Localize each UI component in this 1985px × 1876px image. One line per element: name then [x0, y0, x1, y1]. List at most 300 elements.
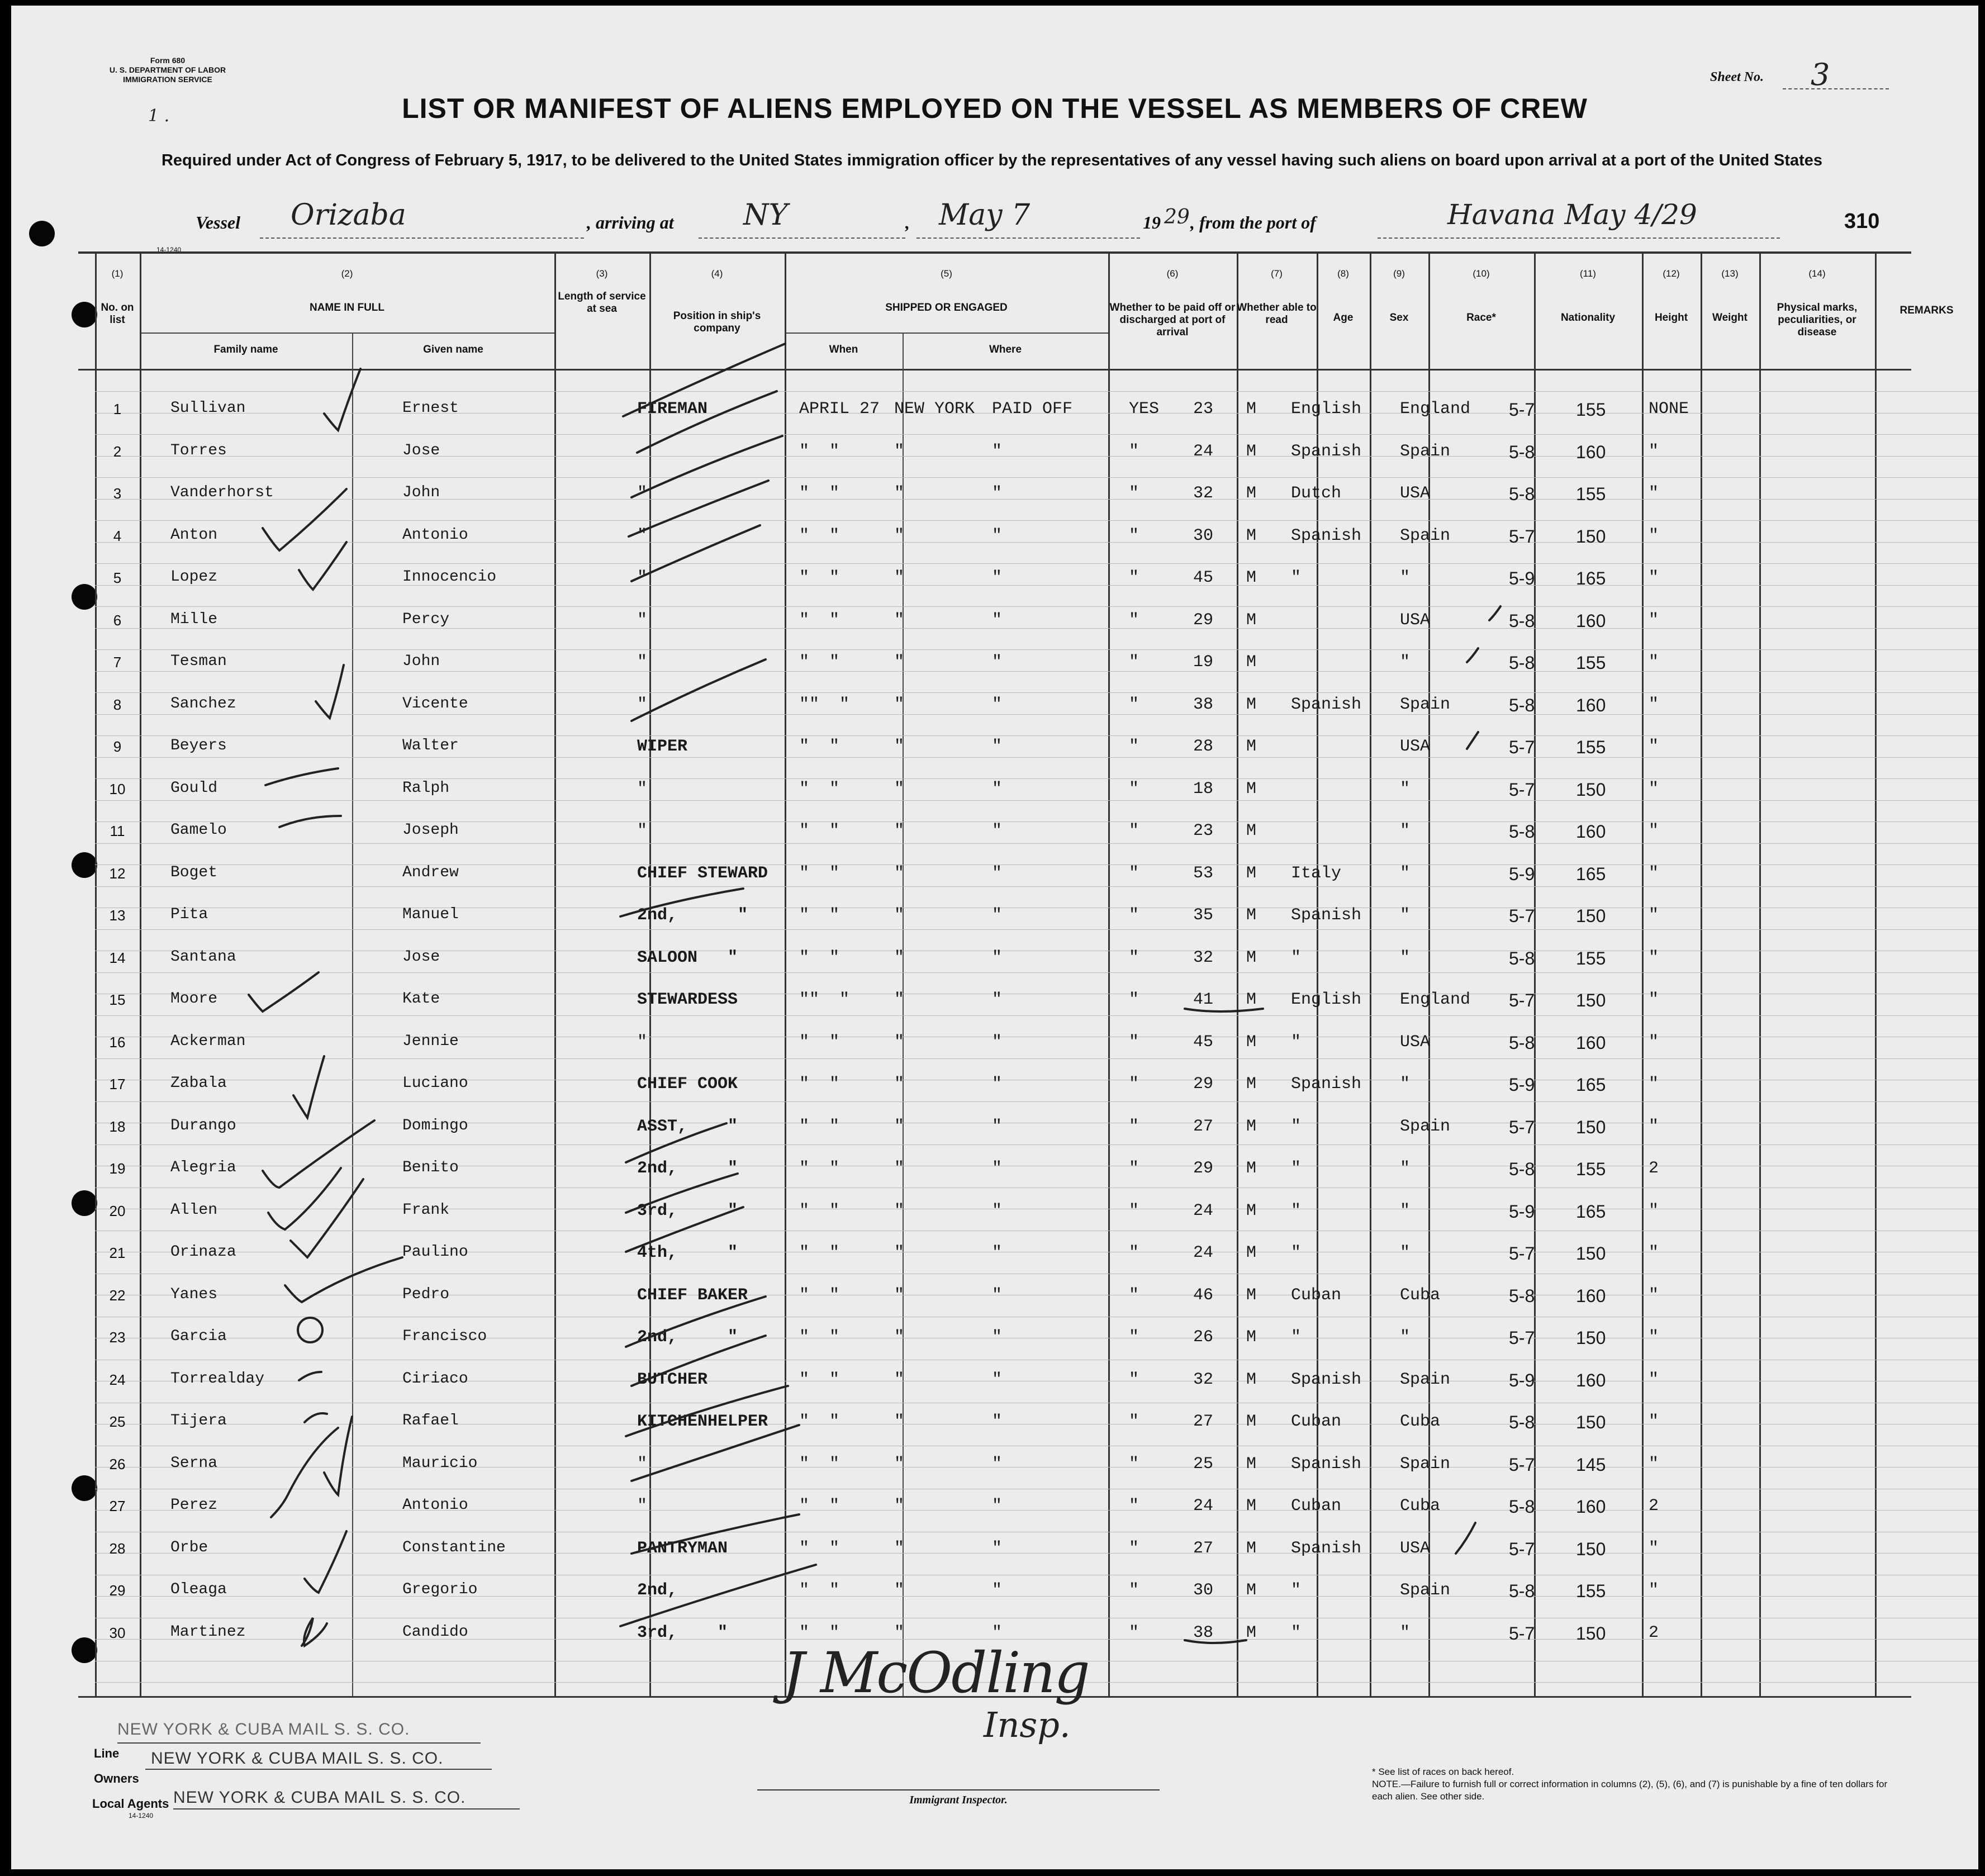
family-name: Tijera — [170, 1412, 227, 1429]
given-name: Jose — [402, 948, 440, 966]
given-name: Gregorio — [402, 1581, 478, 1598]
race: Spanish — [1291, 1538, 1362, 1558]
able-to-read: " — [1129, 1285, 1139, 1305]
paid-off-status: " — [992, 653, 1003, 672]
age: 19 — [1193, 653, 1214, 672]
position: 3rd, " — [637, 1201, 738, 1220]
check-mark — [249, 972, 319, 1011]
shipped-when: APRIL 27 — [799, 400, 880, 419]
nationality: Cuba — [1400, 1497, 1441, 1516]
line-value: NEW YORK & CUBA MAIL S. S. CO. — [117, 1720, 410, 1739]
inspector-signature: J McOdling — [782, 1640, 1089, 1706]
nationality: Spain — [1400, 526, 1451, 545]
physical-marks: " — [1649, 568, 1659, 587]
agents-label: Local Agents — [92, 1797, 169, 1811]
col6-header: Whether to be paid off or discharged at port of arrival — [1109, 302, 1236, 338]
shipped-where: " — [894, 610, 905, 630]
paid-off-status: PAID OFF — [992, 400, 1073, 419]
height: 5-7 — [1509, 1454, 1535, 1475]
paid-off-status: " — [992, 1201, 1003, 1220]
shipped-when: " " — [799, 441, 840, 461]
shipped-when: "" " — [799, 990, 850, 1009]
tick-stroke — [631, 1425, 799, 1481]
shipped-when: " " — [799, 1285, 840, 1305]
physical-marks: " — [1649, 737, 1659, 756]
height: 5-8 — [1509, 653, 1535, 673]
row-number: 30 — [109, 1624, 126, 1641]
vessel-name: Orizaba — [291, 198, 406, 232]
weight: 160 — [1576, 1370, 1606, 1390]
sex: M — [1246, 695, 1257, 714]
height: 5-8 — [1509, 821, 1535, 842]
weight: 160 — [1576, 610, 1606, 631]
age: 45 — [1193, 568, 1214, 587]
position: " — [637, 779, 648, 799]
age: 24 — [1193, 441, 1214, 461]
physical-marks: " — [1649, 990, 1659, 1009]
height: 5-7 — [1509, 779, 1535, 800]
height: 5-8 — [1509, 484, 1535, 504]
row-number: 5 — [113, 569, 122, 586]
family-name: Garcia — [170, 1328, 227, 1345]
col14-header: Physical marks, peculiarities, or disease — [1777, 302, 1858, 338]
arrival-date: May 7 — [939, 198, 1031, 232]
shipped-when: " " — [799, 526, 840, 545]
nationality: " — [1400, 1623, 1411, 1642]
physical-marks: " — [1649, 779, 1659, 799]
position: FIREMAN — [637, 400, 708, 419]
col9-number: (9) — [1393, 268, 1405, 279]
col8-number: (8) — [1337, 268, 1349, 279]
able-to-read: " — [1129, 1075, 1139, 1094]
tick-stroke — [626, 1296, 766, 1347]
paid-off-status: " — [992, 1538, 1003, 1558]
given-name: Ralph — [402, 779, 450, 797]
height: 5-8 — [1509, 1285, 1535, 1306]
sex: M — [1246, 737, 1257, 756]
agents-value: NEW YORK & CUBA MAIL S. S. CO. — [173, 1788, 466, 1807]
nationality: " — [1400, 1243, 1411, 1262]
height: 5-7 — [1509, 1623, 1535, 1644]
family-name: Vanderhorst — [170, 484, 274, 501]
height: 5-8 — [1509, 441, 1535, 462]
position: " — [637, 1032, 648, 1052]
row-number: 13 — [109, 907, 126, 924]
row-number: 2 — [113, 443, 122, 460]
owners-value: NEW YORK & CUBA MAIL S. S. CO. — [151, 1749, 444, 1768]
height: 5-7 — [1509, 526, 1535, 547]
shipped-when: " " — [799, 1328, 840, 1347]
paid-off-status: " — [992, 484, 1003, 503]
tick-stroke — [631, 1336, 766, 1386]
shipped-when: " " — [799, 1454, 840, 1474]
shipped-when: " " — [799, 1581, 840, 1600]
given-name: Rafael — [402, 1412, 459, 1429]
nationality: " — [1400, 1328, 1411, 1347]
family-name: Zabala — [170, 1075, 227, 1092]
col5-header: SHIPPED OR ENGAGED — [885, 302, 1008, 314]
check-mark — [279, 816, 341, 827]
able-to-read: " — [1129, 526, 1139, 545]
weight: 165 — [1576, 1201, 1606, 1222]
race: Spanish — [1291, 695, 1362, 714]
owners-label: Owners — [94, 1771, 139, 1785]
check-mark — [299, 542, 346, 590]
family-name: Serna — [170, 1454, 218, 1472]
sex: M — [1246, 1454, 1257, 1474]
shipped-where: NEW YORK — [894, 400, 975, 419]
sex: M — [1246, 526, 1257, 545]
shipped-when: " " — [799, 1075, 840, 1094]
nationality: " — [1400, 1159, 1411, 1178]
weight: 150 — [1576, 990, 1606, 1010]
physical-marks: " — [1649, 1117, 1659, 1136]
position: 2nd, — [637, 1581, 678, 1600]
physical-marks: " — [1649, 863, 1659, 883]
sex: M — [1246, 1497, 1257, 1516]
age: 45 — [1193, 1032, 1214, 1052]
row-number: 21 — [109, 1245, 126, 1261]
paid-off-status: " — [992, 737, 1003, 756]
paid-off-status: " — [992, 948, 1003, 967]
given-name: Percy — [402, 610, 450, 628]
nationality: Cuba — [1400, 1412, 1441, 1431]
family-name: Durango — [170, 1117, 236, 1134]
shipped-when: " " — [799, 1623, 840, 1642]
given-name: Jose — [402, 441, 440, 459]
family-name: Lopez — [170, 568, 218, 586]
able-to-read: " — [1129, 1328, 1139, 1347]
physical-marks: " — [1649, 1370, 1659, 1389]
age: 46 — [1193, 1285, 1214, 1305]
sex: M — [1246, 1328, 1257, 1347]
sex: M — [1246, 779, 1257, 799]
col3-header: Length of service at sea — [558, 291, 646, 315]
shipped-where: " — [894, 779, 905, 799]
weight: 150 — [1576, 1117, 1606, 1137]
given-name: Antonio — [402, 1497, 468, 1514]
height: 5-9 — [1509, 1201, 1535, 1222]
col12-header: Height — [1654, 312, 1688, 324]
nationality: " — [1400, 948, 1411, 967]
nationality: Spain — [1400, 695, 1451, 714]
given-name: Paulino — [402, 1243, 468, 1261]
col2-family-header: Family name — [213, 344, 278, 355]
check-mark — [271, 1428, 338, 1517]
sex: M — [1246, 441, 1257, 461]
row-number: 1 — [113, 401, 122, 417]
weight: 150 — [1576, 779, 1606, 800]
family-name: Gamelo — [170, 821, 227, 839]
age: 29 — [1193, 1159, 1214, 1178]
physical-marks: " — [1649, 610, 1659, 630]
family-name: Sullivan — [170, 400, 246, 417]
tick-stroke — [623, 344, 785, 416]
check-mark — [285, 1257, 402, 1302]
paid-off-status: " — [992, 1454, 1003, 1474]
row-number: 15 — [109, 991, 126, 1008]
nationality: " — [1400, 863, 1411, 883]
physical-marks: " — [1649, 1201, 1659, 1220]
height: 5-7 — [1509, 1538, 1535, 1559]
shipped-when: " " — [799, 1497, 840, 1516]
col10-header: Race* — [1466, 312, 1496, 324]
weight: 160 — [1576, 821, 1606, 842]
col5-number: (5) — [941, 268, 952, 279]
row-number: 25 — [109, 1413, 126, 1430]
nationality: " — [1400, 568, 1411, 587]
agents-underline — [173, 1808, 520, 1809]
position: KITCHENHELPER — [637, 1412, 768, 1431]
shipped-where: " — [894, 1117, 905, 1136]
physical-marks: " — [1649, 1075, 1659, 1094]
able-to-read: " — [1129, 1497, 1139, 1516]
race: " — [1291, 1581, 1302, 1600]
able-to-read: " — [1129, 863, 1139, 883]
race: " — [1291, 1032, 1302, 1052]
small-form-code: 14-1240 — [156, 246, 182, 254]
height: 5-7 — [1509, 1243, 1535, 1264]
col13-header: Weight — [1712, 312, 1747, 324]
given-name: Frank — [402, 1201, 450, 1219]
family-name: Boget — [170, 863, 218, 881]
col8-header: Age — [1333, 312, 1354, 324]
row-number: 22 — [109, 1286, 126, 1304]
col11-number: (11) — [1580, 268, 1596, 279]
shipped-where: " — [894, 821, 905, 840]
able-to-read: " — [1129, 948, 1139, 967]
age: 24 — [1193, 1497, 1214, 1516]
inspector-line — [757, 1789, 1160, 1790]
nationality: Cuba — [1400, 1285, 1441, 1305]
sex: M — [1246, 1243, 1257, 1262]
race: Spanish — [1291, 1075, 1362, 1094]
given-name: Jennie — [402, 1032, 459, 1050]
position: BUTCHER — [637, 1370, 708, 1389]
inspector-title: Insp. — [984, 1704, 1071, 1745]
age: 24 — [1193, 1243, 1214, 1262]
shipped-where: " — [894, 1285, 905, 1305]
physical-marks: " — [1649, 948, 1659, 967]
paid-off-status: " — [992, 1285, 1003, 1305]
physical-marks: " — [1649, 1538, 1659, 1558]
comma: , — [905, 212, 910, 232]
age: 35 — [1193, 906, 1214, 925]
weight: 150 — [1576, 1243, 1606, 1264]
able-to-read: " — [1129, 568, 1139, 587]
physical-marks: " — [1649, 1243, 1659, 1262]
shipped-where: " — [894, 695, 905, 714]
paid-off-status: " — [992, 695, 1003, 714]
shipped-where: " — [894, 1623, 905, 1642]
age: 53 — [1193, 863, 1214, 883]
nationality: " — [1400, 653, 1411, 672]
able-to-read: " — [1129, 1159, 1139, 1178]
sex: M — [1246, 610, 1257, 630]
able-to-read: " — [1129, 610, 1139, 630]
able-to-read: YES — [1129, 400, 1160, 419]
sex: M — [1246, 484, 1257, 503]
height: 5-7 — [1509, 906, 1535, 926]
agents-form-code: 14-1240 — [129, 1812, 154, 1820]
given-name: Kate — [402, 990, 440, 1008]
col7-header: Whether able to read — [1237, 302, 1317, 326]
tick-stroke — [631, 659, 766, 721]
family-name: Torrealday — [170, 1370, 265, 1388]
paid-off-status: " — [992, 1032, 1003, 1052]
sex: M — [1246, 1370, 1257, 1389]
position: " — [637, 821, 648, 840]
row-number: 10 — [109, 780, 126, 797]
weight: 150 — [1576, 1623, 1606, 1644]
race: Spanish — [1291, 1370, 1362, 1389]
family-name: Santana — [170, 948, 236, 966]
nationality: Spain — [1400, 1117, 1451, 1136]
able-to-read: " — [1129, 1581, 1139, 1600]
service-name: IMMIGRATION SERVICE — [123, 75, 212, 84]
margin-mark: 1 . — [148, 106, 170, 126]
physical-marks: " — [1649, 441, 1659, 461]
check-mark — [263, 489, 346, 550]
race: " — [1291, 1328, 1302, 1347]
arrival-port: NY — [743, 198, 788, 232]
shipped-when: " " — [799, 948, 840, 967]
nationality: USA — [1400, 610, 1431, 630]
shipped-when: " " — [799, 484, 840, 503]
race: Cuban — [1291, 1412, 1342, 1431]
weight: 160 — [1576, 1032, 1606, 1053]
shipped-where: " — [894, 1243, 905, 1262]
sex: M — [1246, 1159, 1257, 1178]
year-prefix: 19 — [1143, 212, 1161, 232]
sex: M — [1246, 653, 1257, 672]
age: 32 — [1193, 484, 1214, 503]
col9-header: Sex — [1389, 312, 1409, 324]
shipped-when: " " — [799, 779, 840, 799]
shipped-when: " " — [799, 863, 840, 883]
shipped-where: " — [894, 1412, 905, 1431]
age: 27 — [1193, 1538, 1214, 1558]
nationality: Spain — [1400, 1454, 1451, 1474]
departure-port: Havana May 4/29 — [1447, 198, 1697, 231]
weight: 160 — [1576, 1497, 1606, 1517]
weight: 150 — [1576, 906, 1606, 926]
nationality: England — [1400, 990, 1471, 1009]
able-to-read: " — [1129, 441, 1139, 461]
nationality: USA — [1400, 484, 1431, 503]
position: 3rd, " — [637, 1623, 728, 1642]
age: 32 — [1193, 1370, 1214, 1389]
family-name: Alegria — [170, 1159, 236, 1176]
height: 5-8 — [1509, 1412, 1535, 1432]
height: 5-9 — [1509, 1075, 1535, 1095]
check-mark — [291, 1179, 363, 1257]
race: " — [1291, 1243, 1302, 1262]
shipped-where: " — [894, 863, 905, 883]
penalty-note: NOTE.—Failure to furnish full or correct information in columns (2), (5), (6), and (7) is punishable by a fine of ten dollars for each alien. See other side. — [1372, 1779, 1888, 1802]
shipped-when: " " — [799, 1201, 840, 1220]
tick-stroke — [1489, 606, 1500, 620]
nationality: England — [1400, 400, 1471, 419]
given-name: John — [402, 653, 440, 670]
shipped-where: " — [894, 948, 905, 967]
weight: 155 — [1576, 1159, 1606, 1179]
position: CHIEF BAKER — [637, 1285, 748, 1305]
age: 41 — [1193, 990, 1214, 1009]
given-name: John — [402, 484, 440, 501]
family-name: Oleaga — [170, 1581, 227, 1598]
paid-off-status: " — [992, 1370, 1003, 1389]
check-marks — [11, 6, 1978, 1869]
physical-marks: " — [1649, 653, 1659, 672]
tick-stroke — [626, 1207, 743, 1252]
family-name: Tesman — [170, 653, 227, 670]
family-name: Gould — [170, 779, 218, 797]
age: 28 — [1193, 737, 1214, 756]
weight: 145 — [1576, 1454, 1606, 1475]
paid-off-status: " — [992, 1412, 1003, 1431]
underline-stroke — [1185, 1009, 1263, 1011]
given-name: Benito — [402, 1159, 459, 1176]
page-code: 310 — [1844, 210, 1880, 233]
shipped-when: " " — [799, 653, 840, 672]
shipped-when: " " — [799, 1117, 840, 1136]
family-name: Moore — [170, 990, 218, 1008]
paid-off-status: " — [992, 526, 1003, 545]
given-name: Ciriaco — [402, 1370, 468, 1388]
physical-marks: " — [1649, 821, 1659, 840]
able-to-read: " — [1129, 1243, 1139, 1262]
able-to-read: " — [1129, 695, 1139, 714]
race: " — [1291, 948, 1302, 967]
shipped-when: "" " — [799, 695, 850, 714]
physical-marks: " — [1649, 526, 1659, 545]
height: 5-8 — [1509, 1032, 1535, 1053]
shipped-when: " " — [799, 1412, 840, 1431]
able-to-read: " — [1129, 1032, 1139, 1052]
race: Spanish — [1291, 441, 1362, 461]
check-mark — [302, 1618, 327, 1646]
tick-stroke — [620, 1565, 816, 1626]
year-suffix: 29 — [1164, 206, 1190, 229]
physical-marks: " — [1649, 1581, 1659, 1600]
age: 29 — [1193, 1075, 1214, 1094]
position: 2nd, " — [637, 1159, 738, 1178]
col4-number: (4) — [711, 268, 723, 279]
physical-marks: " — [1649, 906, 1659, 925]
weight: 155 — [1576, 948, 1606, 968]
col3-number: (3) — [596, 268, 608, 279]
race: " — [1291, 1201, 1302, 1220]
weight: 165 — [1576, 863, 1606, 884]
height: 5-8 — [1509, 610, 1535, 631]
race: Spanish — [1291, 1454, 1362, 1474]
shipped-where: " — [894, 1159, 905, 1178]
race: " — [1291, 1623, 1302, 1642]
col1-number: (1) — [111, 268, 124, 279]
given-name: Francisco — [402, 1328, 487, 1345]
row-number: 9 — [113, 738, 122, 755]
position: ASST, " — [637, 1117, 738, 1136]
physical-marks: " — [1649, 1032, 1659, 1052]
weight: 160 — [1576, 1285, 1606, 1306]
able-to-read: " — [1129, 484, 1139, 503]
tick-stroke — [1467, 648, 1478, 662]
physical-marks: 2 — [1649, 1159, 1659, 1178]
sex: M — [1246, 400, 1257, 419]
position: PANTRYMAN — [637, 1538, 728, 1558]
family-name: Orbe — [170, 1538, 208, 1556]
